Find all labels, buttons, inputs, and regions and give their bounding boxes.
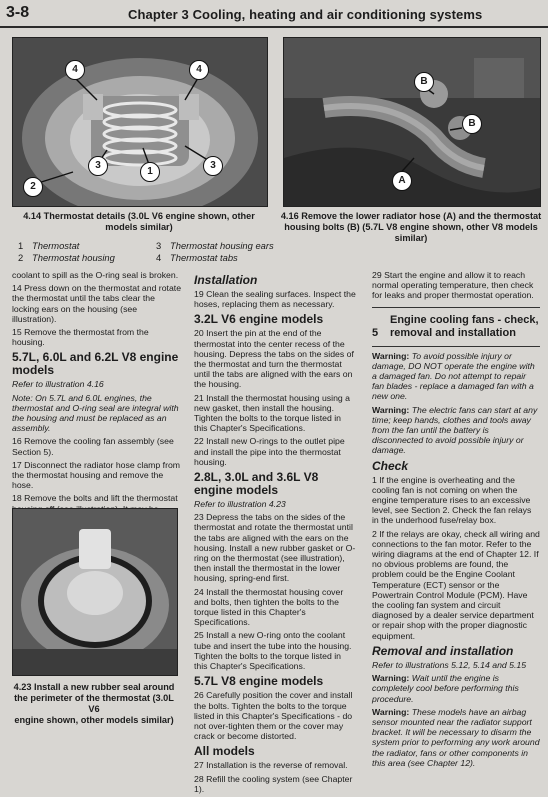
paragraph-step-15: 15 Remove the thermostat from the housing. [12, 327, 149, 348]
section-title: Engine cooling fans - check, removal and installation [390, 313, 539, 339]
section-heading-check: Check [372, 458, 409, 473]
section-number: 5 [372, 326, 379, 339]
legend-item-3: 3 Thermostat housing ears [156, 240, 274, 251]
page-header [0, 0, 548, 28]
section-heading-5-7l: 5.7L V8 engine models [194, 674, 324, 689]
chapter-title: Chapter 3 Cooling, heating and air conditioning systems [128, 7, 483, 22]
paragraph-step-24: 24 Install the thermostat housing cover and bolts, then tighten the bolts to the torque listed in this Chapter's Specifications. [194, 586, 344, 628]
figure-4-16-caption: 4.16 Remove the lower radiator hose (A) and the thermostat housing bolts (B) (5.7L V8 engine shown, other V8 models similar) [280, 211, 542, 243]
callout-3-right: 3 [203, 156, 223, 176]
figure-legend-left [18, 240, 148, 264]
paragraph-step-29: 29 Start the engine and allow it to reach normal operating temperature, then check for leaks and proper thermostat operation. [372, 270, 534, 301]
warning-airbag: Warning: These models have an airbag sensor mounted near the radiator support bracket. It will be necessary to disarm the system prior to performing any work around the radiator, fans or other components in this area (see Chapter 12). [372, 706, 540, 768]
section-heading-removal: Removal and installation [372, 643, 514, 658]
illustration-ref: Refer to illustrations 5.12, 5.14 and 5.15 [372, 659, 527, 670]
figure-4-14-caption: 4.14 Thermostat details (3.0L V6 engine shown, other models similar) [23, 211, 255, 232]
page-number: 3-8 [6, 4, 30, 21]
figure-4-14-photo [12, 37, 268, 207]
callout-b-right: B [462, 114, 482, 134]
figure-4-16-photo [283, 37, 541, 207]
paragraph-step-16: 16 Remove the cooling fan assembly (see Section 5). [12, 436, 174, 457]
figure-4-23-caption: 4.23 Install a new rubber seal around the perimeter of the thermostat (3.0L V6 engine shown, other models similar) [13, 682, 175, 725]
illustration-ref: Refer to illustration 4.23 [194, 499, 286, 510]
paragraph-step-14: 14 Press down on the thermostat and rotate the thermostat until the tabs clear the locking ears on the housing (see illustration). [12, 283, 182, 324]
paragraph-step-28: 28 Refill the cooling system (see Chapter 1). [194, 773, 353, 794]
note: Note: On 5.7L and 6.0L engines, the thermostat and O-ring seal are integral with the housing and must be replaced as an assembly. [12, 392, 179, 434]
paragraph-step-20: 20 Insert the pin at the end of the thermostat into the center recess of the housing. Depress the tabs on the sides of the thermostat and turn the thermostat until the tabs are aligned with the ears on the housing. [194, 328, 354, 390]
paragraph-check-2: 2 If the relays are okay, check all wiring and connections to the fan motor. Refer to the wiring diagrams at the end of Chapter 12. If no obvious problems are found, the problem could be the Engine Coolant Temperature (ECT) sensor or the Powertrain Control Module (PCM). Have the cooling fan system and circuit diagnosed by a dealer service department or repair shop with the proper diagnostic equipment. [372, 528, 540, 641]
section-heading-installation: Installation [194, 273, 258, 287]
column-2 [194, 270, 356, 797]
callout-a: A [392, 171, 412, 191]
illustration-ref: Refer to illustration 4.16 [12, 379, 104, 390]
warning-electric-fans: Warning: The electric fans can start at any time; keep hands, clothes and tools away from the fan until the battery is disconnected to avoid possible injury or damage. [372, 404, 538, 456]
radiator-hose-photo-illustration [284, 38, 540, 206]
callout-3-left: 3 [88, 156, 108, 176]
callout-1: 1 [140, 162, 160, 182]
thermostat-photo-illustration [13, 38, 267, 206]
section-heading-v8: 5.7L, 6.0L and 6.2L V8 engine models [12, 350, 179, 378]
paragraph-step-19: 19 Clean the sealing surfaces. Inspect the hoses, replacing them as necessary. [194, 289, 356, 310]
callout-4-left: 4 [65, 60, 85, 80]
callout-4-right: 4 [189, 60, 209, 80]
paragraph-step-25: 25 Install a new O-ring onto the coolant tube and insert the tube into the housing. Tighten the bolts to the torque listed in this Chapter's Specifications. [194, 630, 352, 672]
paragraph-step-22: 22 Install new O-rings to the outlet pipe and install the pipe into the thermostat housing. [194, 436, 345, 467]
rubber-seal-photo-illustration [13, 509, 177, 675]
column-3 [372, 270, 540, 771]
figure-4-23-photo [12, 508, 178, 676]
warning-cool-engine: Warning: Wait until the engine is completely cool before performing this procedure. [372, 673, 519, 704]
paragraph-step-23: 23 Depress the tabs on the sides of the thermostat and rotate the thermostat until the tabs are aligned with the ears on the housing. Install a new rubber gasket or O-ring on the thermostat (see illustration), then install the thermostat in the lower housing, spring-end first. [194, 512, 356, 584]
callout-2: 2 [23, 177, 43, 197]
paragraph-step-21: 21 Install the thermostat housing using a new gasket, then install the housing. Tighten the bolts to the torque listed in this Chapter's Specifications. [194, 392, 350, 434]
section-heading-all-models: All models [194, 744, 255, 759]
section-5-heading [372, 307, 540, 347]
paragraph-step-18: 18 Remove the bolts and lift the thermostat [12, 493, 178, 504]
legend-item-1: 1 Thermostat [18, 240, 80, 251]
callout-b-top: B [414, 72, 434, 92]
paragraph-step-17: 17 Disconnect the radiator hose clamp from the thermostat housing and remove the hose. [12, 459, 181, 491]
paragraph-step-27: 27 Installation is the reverse of removal. [194, 760, 348, 771]
legend-item-4: 4 Thermostat tabs [156, 252, 238, 263]
section-heading-3-2l: 3.2L V6 engine models [194, 312, 324, 327]
paragraph-step-26: 26 Carefully position the cover and install the bolts. Tighten the bolts to the torque listed in this Chapter's Specifications - do not over-tighten them or the cover may crack or become distorted. [194, 690, 353, 742]
paragraph: coolant to spill as the O-ring seal is broken. [12, 270, 179, 280]
figure-legend-right [156, 240, 306, 264]
warning-damaged-fan: Warning: To avoid possible injury or damage, DO NOT operate the engine with a damaged fan. Do not attempt to repair fan blades - replace a damaged fan with a new one. [372, 350, 535, 402]
paragraph-check-1: 1 If the engine is overheating and the cooling fan is not coming on when the engine temperature rises to an excessive level, see Section 2. Check the fan relays in the underhood fuse/relay box. [372, 474, 532, 526]
column-1 [12, 270, 182, 547]
legend-item-2: 2 Thermostat housing [18, 252, 115, 263]
section-heading-2-8l: 2.8L, 3.0L and 3.6L V8 engine models [194, 470, 319, 498]
